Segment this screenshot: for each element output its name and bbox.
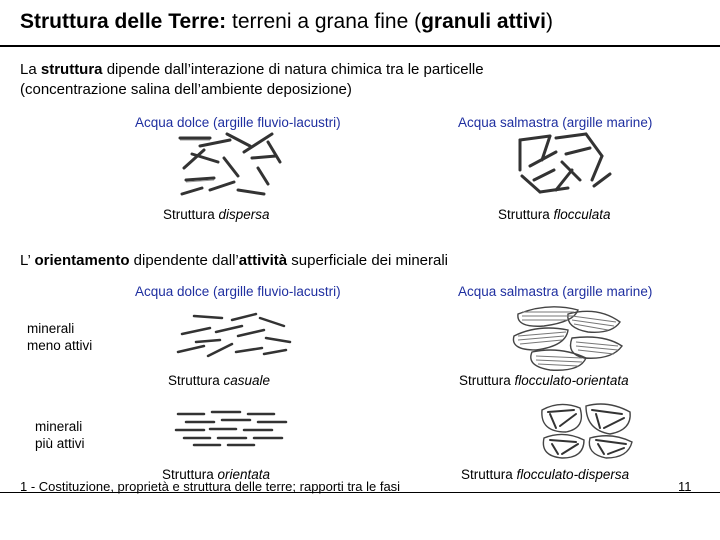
- env-label-brackish: Acqua salmastra (argille marine): [458, 115, 653, 130]
- footer-text: 1 - Costituzione, proprietà e struttura delle terre; rapporti tra le fasi: [20, 479, 401, 494]
- flocculated-structure-figure: [510, 130, 612, 200]
- oriented-structure-figure: [174, 408, 294, 448]
- env-label-brackish-2: Acqua salmastra (argille marine): [458, 284, 653, 299]
- intro-keyword: struttura: [40, 61, 103, 78]
- caption-dispersed: Struttura dispersa: [163, 207, 270, 222]
- orientation-heading: L’ orientamento dipendente dall’attività superficiale dei minerali: [20, 252, 449, 269]
- title-closing: ): [545, 10, 553, 33]
- dispersed-structure-figure: [172, 128, 284, 200]
- intro-text: La: [20, 61, 41, 78]
- env-label-freshwater-2: Acqua dolce (argille fluvio-lacustri): [135, 284, 341, 299]
- title-bold-part-2: granuli attivi: [421, 10, 546, 33]
- env-label-freshwater: Acqua dolce (argille fluvio-lacustri): [135, 115, 341, 130]
- caption-oriented: Struttura orientata: [162, 467, 271, 482]
- title-bold-part: Struttura delle Terre:: [20, 10, 227, 33]
- intro-paragraph: [20, 60, 484, 100]
- caption-flocculated-oriented: Struttura flocculato-orientata: [459, 373, 629, 388]
- side-label-more-active: minerali più attivi: [35, 419, 85, 451]
- intro-line-2: (concentrazione salina dell’ambiente deposizione): [20, 81, 352, 98]
- title-normal-part: terreni a grana fine (: [226, 10, 422, 33]
- flocculated-oriented-figure: [508, 300, 626, 374]
- page-number: 11: [678, 479, 692, 494]
- intro-text-2: dipende dall’interazione di natura chimica tra le particelle: [102, 61, 484, 78]
- flocculated-dispersed-figure: [536, 400, 636, 460]
- caption-flocculated-dispersed: Struttura flocculato-dispersa: [461, 467, 630, 482]
- page-title: [20, 10, 553, 34]
- caption-random: Struttura casuale: [168, 373, 271, 388]
- random-structure-figure: [176, 312, 294, 362]
- caption-flocculated: Struttura flocculata: [498, 207, 611, 222]
- side-label-less-active: minerali meno attivi: [27, 321, 93, 353]
- title-divider: [0, 45, 720, 47]
